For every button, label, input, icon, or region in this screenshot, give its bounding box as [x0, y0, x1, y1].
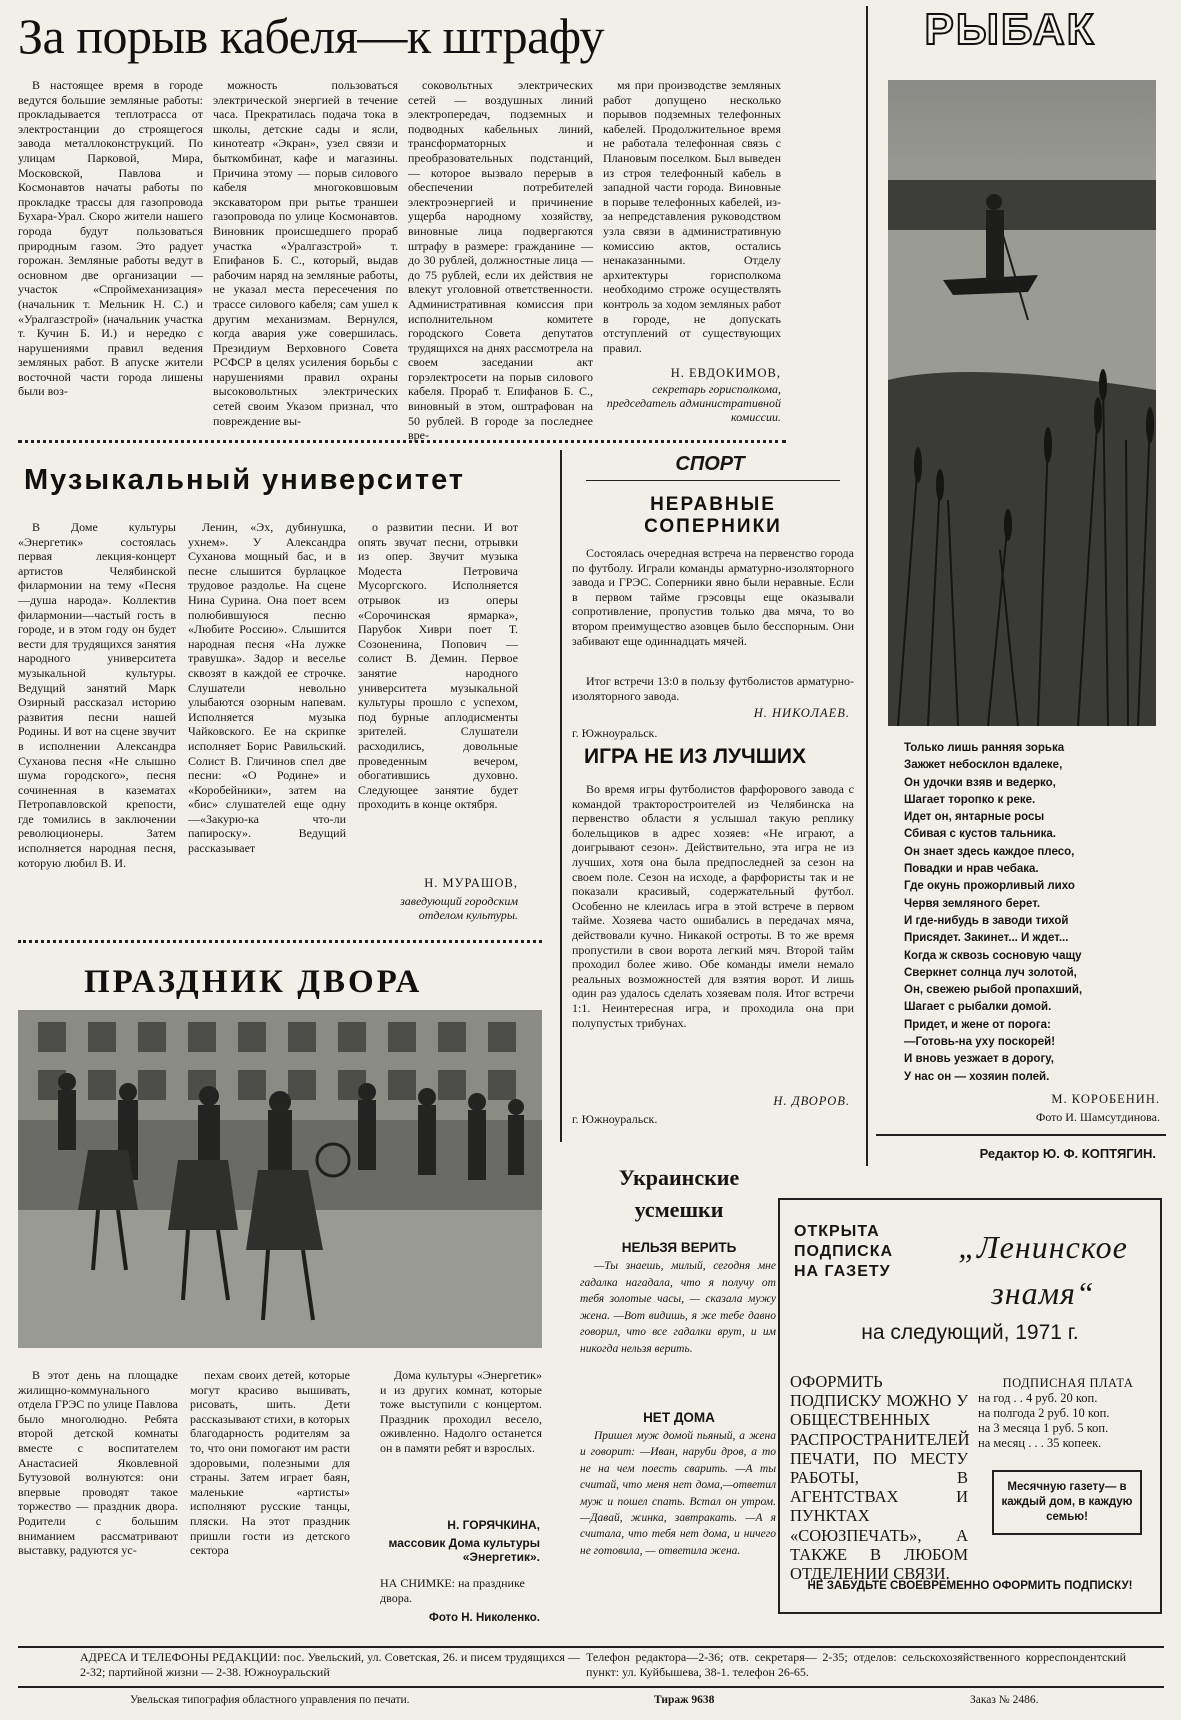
- poem-line: Шагает торопко к реке.: [904, 793, 1036, 806]
- price-line: на год . . 4 руб. 20 коп.: [978, 1391, 1098, 1405]
- paper-name-line2: знамя“: [991, 1275, 1095, 1311]
- poem-line: Он удочки взяв и ведерко,: [904, 776, 1056, 789]
- music-col2: [188, 520, 346, 930]
- poem-line: Придет, и жене от порога:: [904, 1018, 1051, 1031]
- poem-line: Сбивая с кустов тальника.: [904, 828, 1056, 841]
- subscription-line2: ПОДПИСКА: [794, 1243, 894, 1260]
- poem-line: Только лишь ранняя зорька: [904, 742, 1065, 754]
- article1-col4: [603, 78, 781, 378]
- poem-line: У нас он — хозяин полей.: [904, 1070, 1050, 1083]
- monthly-paper-box: Месячную газету— в каждый дом, в каждую семью!: [992, 1470, 1142, 1535]
- fisher-photo-image: [888, 80, 1156, 726]
- poem-line: Когда ж сквозь сосновую чащу: [904, 949, 1082, 962]
- sport-text-2: [572, 782, 854, 1090]
- editor-line: Редактор Ю. Ф. КОПТЯГИН.: [979, 1146, 1156, 1161]
- separator-middle: [18, 940, 542, 943]
- music-col1: [18, 520, 176, 930]
- yard-col1: [18, 1368, 178, 1658]
- sport-headline-2: ИГРА НЕ ИЗ ЛУЧШИХ: [584, 745, 807, 768]
- sport-author-1: Н. НИКОЛАЕВ.: [753, 706, 850, 720]
- joke1-title: НЕЛЬЗЯ ВЕРИТЬ: [621, 1240, 737, 1255]
- yard-col2: [190, 1368, 350, 1658]
- poem-line: И вновь уезжает в дорогу,: [904, 1053, 1054, 1066]
- subscription-paper-name: [930, 1224, 1156, 1316]
- joke2-text: [580, 1428, 776, 1646]
- poem-line: Повадки и нрав чебака.: [904, 863, 1039, 876]
- price-line: на полгода 2 руб. 10 коп.: [978, 1406, 1110, 1420]
- yard-col3-text: Дома культуры «Энергетик» и из других комнат, которые тоже выступили с концертом. Праздник проходил весело, оживленно. Надолго останется он в памяти ребят и взрослых.: [380, 1368, 542, 1455]
- yard-photo-image: [18, 1010, 542, 1348]
- joke2-title: НЕТ ДОМА: [643, 1410, 715, 1425]
- humor-title-line1: Украинские: [618, 1165, 740, 1190]
- fisher-author: М. КОРОБЕНИН.: [1051, 1092, 1160, 1106]
- joke2-text-body: Пришел муж домой пьяный, а жена и говорит: —Иван, наруби дров, а то не на чем поесть сварить. —А ты считай, что меня нет дома,—ответил муж и пошел спать. Встал он утром. —Давай, жинка, завтракать. —А я считала, что тебя нет дома, и ничего не готовила, — ответила жена.: [580, 1430, 776, 1557]
- sport-rubric: СПОРТ: [675, 453, 745, 475]
- subscription-body: ОФОРМИТЬ ПОДПИСКУ МОЖНО У ОБЩЕСТВЕННЫХ РАСПРОСТРАНИТЕЛЕЙ ПЕЧАТИ, ПО МЕСТУ РАБОТЫ, В АГЕНТСТВАХ И ПУНКТАХ «СОЮЗПЕЧАТЬ», А ТАКЖЕ В ЛЮБОМ ОТДЕЛЕНИИ СВЯЗИ.: [790, 1372, 970, 1584]
- poem-line: Он, свежею рыбой пропахший,: [904, 984, 1083, 997]
- subscription-year: на следующий, 1971 г.: [861, 1321, 1079, 1344]
- article1-col4-text: мя при производстве земляных работ допущено несколько порывов подземных телефонных кабелей. Продолжительное время не работала телефонная связь с Плановым поселком. Был выведен из строя телефонный кабель в западной части города. Виновные в порыве телефонных кабелей, из-за непредставления руководством узла связи в административную комиссию актов, остались ненаказанными. Отделу архитектуры горисполкома необходимо строже осуществлять контроль за ходом земляных работ в городе, не допускать отступлений от существующих правил.: [603, 78, 781, 355]
- article1-col1-text: В настоящее время в городе ведутся большие земляные работы: прокладывается теплотрасса от электростанции до строящегося завода металлоконструкций. По улицам Парковой, Мира, Московской, Павлова и Космонавтов начаты работы по прокладке трассы для газопровода Бухара-Урал. Скоро жители нашего города будут пользоваться природным газом. Это радует горожан. Земляные работы ведут в основном две организации — участок «Спроймеханизация» (начальник т. Мельник Н. С.) и «Уралгазстрой» (начальник участка т. Кучин Б. И.) и нередко с нарушениями правил ведения земляных работ. В апуске жители восточной части города лишены были воз-: [18, 78, 203, 399]
- sport-text-1: [572, 546, 854, 670]
- poem-line: Присядет. Закинет... И ждет...: [904, 932, 1069, 945]
- poem-line: Идет он, янтарные росы: [904, 811, 1045, 824]
- poem-line: —Готовь-на уху поскорей!: [904, 1036, 1056, 1049]
- music-col3: [358, 520, 518, 872]
- fisher-photo-credit: Фото И. Шамсутдинова.: [1035, 1110, 1160, 1124]
- yard-caption: НА СНИМКЕ: на празднике двора.: [380, 1576, 525, 1605]
- headline-music-university: Музыкальный университет: [24, 464, 466, 496]
- headline-yard-holiday: ПРАЗДНИК ДВОРА: [84, 964, 423, 1000]
- music-col3-text: о развитии песни. И вот опять звучат песни, отрывки из опер. Звучит музыка Модеста Петровича Мусоргского. Исполняется отрывок из оперы «Сорочинская ярмарка», Парубок Хиври поет Т. Созоненина, Попович — солист В. Демин. Первое занятие народного университета музыкальной культуры прошло с успехом, под бурные аплодисменты зрителей. Слушатели расходились, довольные проведенным вечером, обогатившись духовно. Следующее занятие будет проходить в конце октября.: [358, 520, 518, 812]
- music-col2-text: Ленин, «Эх, дубинушка, ухнем». У Александра Суханова мощный бас, и в песне слышится бурлацкое трудовое раздолье. На сцене Нина Сурина. Она поет всем полюбившуюся песню «Любите Россию». Слышится народная песня «На лужке травушка». Задор и веселье сквозят в каждой ее строчке. Слушатели невольно улыбаются озорным напевам. Исполняется музыка Чайковского. Ее на скрипке исполняет Борис Равильский. Солист В. Гличинов спел две песни: «О Родине» и «Коробейники», затем на «бис» слушателей еще одну—«Закурю-ка что-ли папироску». Ведущий рассказывает: [188, 520, 346, 856]
- paper-name-line1: „Ленинское: [958, 1229, 1128, 1265]
- article1-author: Н. ЕВДОКИМОВ,: [670, 366, 781, 380]
- fisher-title: РЫБАК: [924, 5, 1096, 54]
- footer-rule-top: [18, 1646, 1164, 1648]
- sport-author-2: Н. ДВОРОВ.: [773, 1094, 850, 1108]
- sport-score-1-text: Итог встречи 13:0 в пользу футболистов арматурно-изоляторного завода.: [572, 674, 854, 703]
- sport-score-1: [572, 674, 854, 706]
- footer-order: Заказ № 2486.: [970, 1694, 1039, 1706]
- column-rule-sport: [560, 450, 562, 1142]
- article1-col3: [408, 78, 593, 443]
- yard-photo: [18, 1010, 542, 1348]
- footer-address-right: Телефон редактора—2-36; отв. секретаря— 2-35; отделов: сельскохозяйственного корреспондентский пункт: ул. Куйбышева, 38-1. телефон 26-65.: [586, 1650, 1126, 1679]
- article1-col3-text: соковольтных электрических сетей — воздушных линий электропередач, подземных и подводных кабельных линий, трансформаторных и преобразовательных подстанций, — которое вызвало перерыв в обеспечении потребителей электроэнергией и причинение ущерба народному хозяйству, виновные лица подвергаются штрафу в размере: гражданине — до 30 рублей, должностные лица — до 75 рублей, если их действия не влекут уголовной ответственности. Административная комиссия при исполнительном комитете городского Совета депутатов трудящихся на днях рассмотрела на своем заседании акт горэлектросети на порыв силового кабеля. Прораб т. Епифанов Б. С., виновный в этом, оштрафован на 50 рублей. В городе за последнее вре-: [408, 78, 593, 443]
- article1-author-role: секретарь горисполкома, председатель административной комиссии.: [606, 382, 781, 424]
- poem-line: Он знает здесь каждое плесо,: [904, 845, 1075, 858]
- separator-top: [18, 440, 786, 443]
- footer-rule-bottom: [18, 1686, 1164, 1688]
- footer-address-left: АДРЕСА И ТЕЛЕФОНЫ РЕДАКЦИИ: пос. Увельский, ул. Советская, 26. и писем трудящихся — 2-32; партийной жизни — 2-38. Южноуральский: [80, 1650, 580, 1679]
- yard-col1-text: В этот день на площадке жилищно-коммунального отдела ГРЭС по улице Павлова было многолюдно. Ребята второй детской комнаты вместе с воспитателем Анастасией Яковлевной Бутузовой волнуются: они впервые проводят такое торжество — праздник двора. Родители с большим вниманием рассматривают выставку, радуются ус-: [18, 1368, 178, 1558]
- poem-line: Сверкнет солнца луч золотой,: [904, 966, 1077, 979]
- subscription-line3: НА ГАЗЕТУ: [794, 1263, 891, 1280]
- article1-col2: [213, 78, 398, 428]
- humor-title-line2: усмешки: [634, 1197, 724, 1222]
- price-line: на месяц . . . 35 копеек.: [978, 1436, 1102, 1450]
- footer-circulation: Тираж 9638: [654, 1694, 715, 1706]
- sport-rubric-rule: [586, 480, 840, 481]
- column-rule-right: [866, 6, 868, 1166]
- editor-rule: [876, 1134, 1166, 1136]
- fisher-photo: [888, 80, 1156, 726]
- sport-place-1: г. Южноуральск.: [572, 726, 658, 740]
- poem-line: Червя земляного берет.: [904, 897, 1041, 910]
- poem-line: Зажжет небосклон вдалеке,: [904, 759, 1063, 772]
- yard-col2-text: пехам своих детей, которые могут красиво вышивать, рисовать, шить. Дети рассказывают стихи, в которых благодарность родителям за то, что они помогают им расти здоровыми, полезными для страны. Затем играет баян, маленькие «артисты» исполняют русские танцы, пляски. На этот праздник пришли гости из детского сектора: [190, 1368, 350, 1558]
- poem-line: И где-нибудь в заводи тихой: [904, 914, 1069, 927]
- yard-col3: [380, 1368, 542, 1518]
- joke1-text: [580, 1258, 776, 1408]
- music-author-role: заведующий городским отделом культуры.: [400, 894, 518, 922]
- price-line: на 3 месяца 1 руб. 5 коп.: [978, 1421, 1109, 1435]
- music-col1-text: В Доме культуры «Энергетик» состоялась первая лекция-концерт артистов Челябинской филармонии на тему «Песня—душа народа». Коллектив филармонии—частый гость в городе, и в этом году он будет вести для трудящихся занятия народного университета музыкальной культуры. Ведущий занятий Марк Озирный рассказал историю развития песни нашей Родины. И вот на сцене звучит в исполнении Александра Суханова песня «Не слышно шума городского», песня сочиненная в казематах Петропавловской крепости, где томились в заключении революционеры. Затем исполняется народная песня, которую любил В. И.: [18, 520, 176, 870]
- sport-text-2-body: Во время игры футболистов фарфорового завода с командой тракторостроителей из Челябинска на первенство области я услышал такую реплику болельщиков в адрес хозяев: «Не играют, а доигрывают сезон». Действительно, эта игра не из лучших, хотя она была предпоследней за сезон на своем поле. Сезон на исходе, а фарфористы так и не показали красивый, содержательный футбол. Особенно не клеилась игра в этой встрече в первом тайме. Хозяева часто ошибались в передачах мяча, действовали кучно. Никакой остроты. В то же время пропустили в свои ворота легкий мяч. Второй тайм проходил более живо. Обе команды имели немало реальных возможностей для взятия ворот. И лишь один раз удалось сделать хозяевам поля. Итог встречи 1:1. Неинтересная игра, и проходила она при полупустых трибунах.: [572, 782, 854, 1030]
- sport-place-2: г. Южноуральск.: [572, 1112, 658, 1126]
- poem-line: Где окунь прожорливый лихо: [904, 880, 1075, 893]
- sport-headline-1: НЕРАВНЫЕ СОПЕРНИКИ: [644, 494, 782, 537]
- sport-text-1-body: Состоялась очередная встреча на первенство города по футболу. Играли команды арматурно-изоляторного завода и ГРЭС. Соперники явно были неравные. Если в первом тайме грэсовцы еще оказывали сопротивление, пропустив только два мяча, то во втором преимущество азовцев было бесспорным. Они забивают еще одиннадцать мячей.: [572, 546, 854, 648]
- price-title: ПОДПИСНАЯ ПЛАТА: [1002, 1376, 1134, 1390]
- subscription-line1: ОТКРЫТА: [794, 1223, 880, 1240]
- humor-title: [574, 1162, 784, 1226]
- yard-photo-credit: Фото Н. Николенко.: [429, 1612, 540, 1624]
- footer-printer: Увельская типография областного управления по печати.: [130, 1694, 410, 1706]
- fisher-poem: [904, 740, 1144, 1086]
- price-block: [978, 1376, 1158, 1451]
- joke1-text-body: —Ты знаешь, милый, сегодня мне гадалка нагадала, что я получу от тебя золотые часы, — сказала мужу жена. —Вот видишь, я же тебе давно говорил, что все гадалки врут, и им никогда нельзя верить.: [580, 1260, 776, 1355]
- poem-line: Шагает с рыбалки домой.: [904, 1001, 1052, 1014]
- music-author: Н. МУРАШОВ,: [424, 876, 518, 890]
- article1-col2-text: можность пользоваться электрической энергией в течение часа. Прекратилась подача тока в школы, детские сады и ясли, кинотеатр «Экран», узел связи и быткомбинат, кафе и магазины. Причина этому — порыв силового кабеля многоковшовым экскаватором при рытье траншеи газопровода по улице Космонавтов. Виновник происшедшего прораб участка «Уралгазстрой» т. Епифанов Б. С., который, выдав рабочим наряд на земляные работы, не указал места пересечения по трассе силового кабеля; сам ушел к другим механизмам. Вернулся, когда авария уже совершилась. Президиум Верховного Совета РСФСР в целях усиления борьбы с нарушениями правил охраны высоковольтных электрических сетей своим Указом признал, что повреждение вы-: [213, 78, 398, 428]
- subscription-reminder: НЕ ЗАБУДЬТЕ СВОЕВРЕМЕННО ОФОРМИТЬ ПОДПИСКУ!: [807, 1580, 1133, 1592]
- yard-author: Н. ГОРЯЧКИНА,: [447, 1518, 540, 1532]
- article1-col1: [18, 78, 203, 424]
- headline-cable-fine: За порыв кабеля—к штрафу: [18, 8, 604, 64]
- yard-author-role: массовик Дома культуры «Энергетик».: [388, 1536, 540, 1564]
- subscription-open-label: [794, 1222, 944, 1282]
